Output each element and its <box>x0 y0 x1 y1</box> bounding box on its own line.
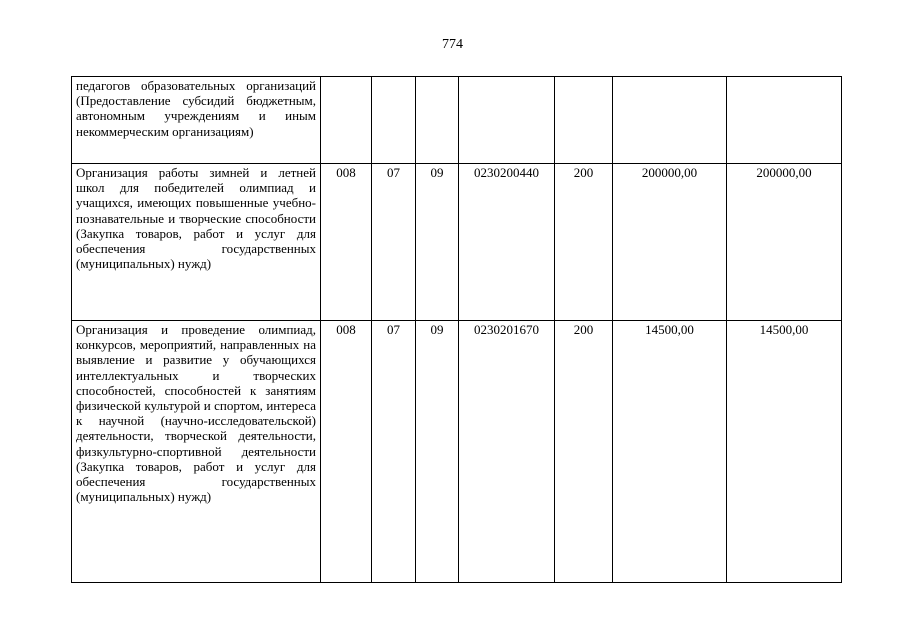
amount-first: 14500,00 <box>613 321 727 583</box>
row-description: Организация работы зимней и летней школ для победителей олимпиад и учащихся, имеющих повышенные учебно-познавательные и творческие способности (Закупка товаров, работ и услуг для обеспечения государственных (муниципальных) нужд) <box>72 164 321 321</box>
ministry-code <box>321 77 372 164</box>
target-article-code: 0230201670 <box>459 321 555 583</box>
budget-table <box>71 76 842 583</box>
expense-type-code: 200 <box>555 321 613 583</box>
amount-first: 200000,00 <box>613 164 727 321</box>
row-description: Организация и проведение олимпиад, конкурсов, мероприятий, направленных на выявление и развитие у обучающихся интеллектуальных и творческих способностей, способностей к занятиям физической культурой и спортом, интереса к научной (научно-исследовательской) деятельности, творческой деятельности, физкультурно-спортивной деятельности (Закупка товаров, работ и услуг для обеспечения государственных (муниципальных) нужд) <box>72 321 321 583</box>
table-row <box>72 77 842 164</box>
amount-second: 14500,00 <box>727 321 842 583</box>
subsection-code: 09 <box>416 164 459 321</box>
target-article-code: 0230200440 <box>459 164 555 321</box>
subsection-code: 09 <box>416 321 459 583</box>
subsection-code <box>416 77 459 164</box>
page-number: 774 <box>442 37 463 52</box>
table-row <box>72 164 842 321</box>
section-code <box>372 77 416 164</box>
amount-first <box>613 77 727 164</box>
expense-type-code <box>555 77 613 164</box>
amount-second <box>727 77 842 164</box>
amount-second: 200000,00 <box>727 164 842 321</box>
ministry-code: 008 <box>321 164 372 321</box>
expense-type-code: 200 <box>555 164 613 321</box>
table-row <box>72 321 842 583</box>
section-code: 07 <box>372 321 416 583</box>
section-code: 07 <box>372 164 416 321</box>
target-article-code <box>459 77 555 164</box>
ministry-code: 008 <box>321 321 372 583</box>
row-description: педагогов образовательных организаций (Предоставление субсидий бюджетным, автономным учреждениям и иным некоммерческим организациям) <box>72 77 321 164</box>
